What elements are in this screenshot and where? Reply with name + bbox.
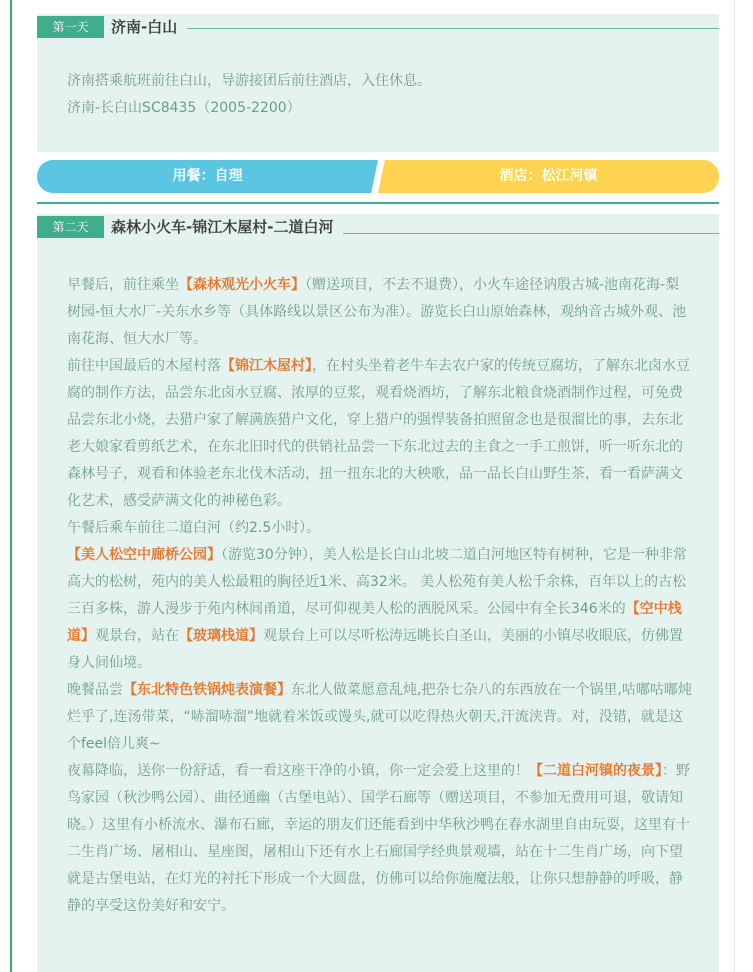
hotel-label: 酒店：松江河镇 xyxy=(499,168,598,184)
highlight-attraction: 【锦江木屋村】 xyxy=(221,358,312,374)
highlight-attraction: 【东北特色铁锅炖表演餐】 xyxy=(123,682,291,698)
highlight-attraction: 【空中栈道】 xyxy=(67,601,682,644)
day1-title: 济南-白山 xyxy=(111,18,178,36)
paragraph-text: （游览30分钟），美人松是长白山北坡二道白河地区特有树种，它是一种非常高大的松树，苑内的美人松最粗的胸径近1米、高32米。 美人松苑有美人松千余株，百年以上的古松三百多株，游人漫步于苑内林间甬道，尽可仰视美人松的洒脱风采。公园中有全长346米的 xyxy=(67,547,687,617)
day2-description xyxy=(67,272,693,920)
paragraph-text: ，在村头坐着老牛车去农户家的传统豆腐坊，了解东北卤水豆腐的制作方法，品尝东北卤水豆腐、浓厚的豆浆，观看烧酒坊，了解东北粮食烧酒制作过程，可免费品尝东北小烧，去猎户家了解满族猎户文化，穿上猎户的强悍装备拍照留念也是很溜比的事，去东北老大娘家看剪纸艺术，在东北旧时代的供销社品尝一下东北过去的主食之一手工煎饼，听一听东北的森林号子，观看和体验老东北伐木活动，扭一扭东北的大秧歌，品一品长白山野生茶，看一看萨满文化艺术，感受萨满文化的神秘色彩。 xyxy=(67,358,690,509)
paragraph-text: ：野鸟家园（秋沙鸭公园）、曲径通幽（古堡电站）、国学石廊等（赠送项目，不参加无费用可退，敬请知晓。）这里有小桥流水、瀑布石廊，幸运的朋友们还能看到中华秋沙鸭在春水湖里自由玩耍，这里有十二生肖广场、屠相山、星座图，屠相山下还有水上石廊国学经典景观墙，站在十二生肖广场，向下望就是古堡电站，在灯光的衬托下形成一个大圆盘，仿佛可以给你施魔法般，让你只想静静的呼吸，静静的享受这份美好和安宁。 xyxy=(67,763,690,914)
meal-label: 用餐：自理 xyxy=(172,168,243,184)
paragraph-text: 观景台上可以尽听松涛远眺长白圣山，美丽的小镇尽收眼底，仿佛置身人间仙境。 xyxy=(67,628,683,671)
day2-paragraph xyxy=(67,353,693,515)
paragraph-text: 午餐后乘车前往二道白河（约2.5小时）。 xyxy=(67,520,321,536)
highlight-attraction: 【森林观光小火车】 xyxy=(179,277,305,293)
day2-paragraph xyxy=(67,758,693,920)
day1-header-line xyxy=(187,28,719,29)
day1-tag: 第一天 xyxy=(37,16,104,38)
day2-paragraph xyxy=(67,542,693,677)
page-frame-left xyxy=(10,0,12,972)
day1-flight-line: 济南-长白山SC8435（2005-2200） xyxy=(67,100,301,116)
section-divider xyxy=(37,202,719,204)
meal-hotel-bar xyxy=(37,160,719,193)
day2-paragraph xyxy=(67,272,693,353)
page-frame-right xyxy=(734,0,735,972)
day1-header xyxy=(37,14,719,40)
paragraph-text: 晚餐品尝 xyxy=(67,682,123,698)
highlight-attraction: 【美人松空中廊桥公园】 xyxy=(67,547,221,563)
paragraph-text: 观景台，站在 xyxy=(95,628,179,644)
paragraph-text: （赠送项目，不去不退费），小火车途径讷殷古城-池南花海-梨树园-恒大水厂-关东水乡等（具体路线以景区公布为准）。游览长白山原始森林，观纳音古城外观、池南花海、恒大水厂等。 xyxy=(67,277,687,347)
day2-panel xyxy=(37,214,719,972)
day2-header-line xyxy=(343,233,719,234)
day2-header xyxy=(37,214,719,240)
day1-description xyxy=(67,68,693,122)
paragraph-text: 早餐后，前往乘坐 xyxy=(67,277,179,293)
highlight-attraction: 【玻璃栈道】 xyxy=(179,628,263,644)
paragraph-text: 夜幕降临，送你一份舒适，看一看这座干净的小镇，你一定会爱上这里的！ xyxy=(67,763,529,779)
paragraph-text: 前往中国最后的木屋村落 xyxy=(67,358,221,374)
day2-paragraph xyxy=(67,677,693,758)
paragraph-text: 东北人做菜愿意乱炖,把杂七杂八的东西放在一个锅里,咕嘟咕嘟炖烂乎了,连汤带菜，“哧溜哧溜”地就着米饭或馒头,就可以吃得热火朝天,汗流浃背。对，没错，就是这个feel倍儿爽~ xyxy=(67,682,692,752)
day2-title: 森林小火车-锦江木屋村-二道白河 xyxy=(111,218,334,236)
day1-line: 济南搭乘航班前往白山，导游接团后前往酒店，入住休息。 xyxy=(67,73,431,89)
day2-tag: 第二天 xyxy=(37,216,104,238)
day1-panel xyxy=(37,14,719,152)
day2-paragraph xyxy=(67,515,693,542)
highlight-attraction: 【二道白河镇的夜景】 xyxy=(529,763,662,779)
